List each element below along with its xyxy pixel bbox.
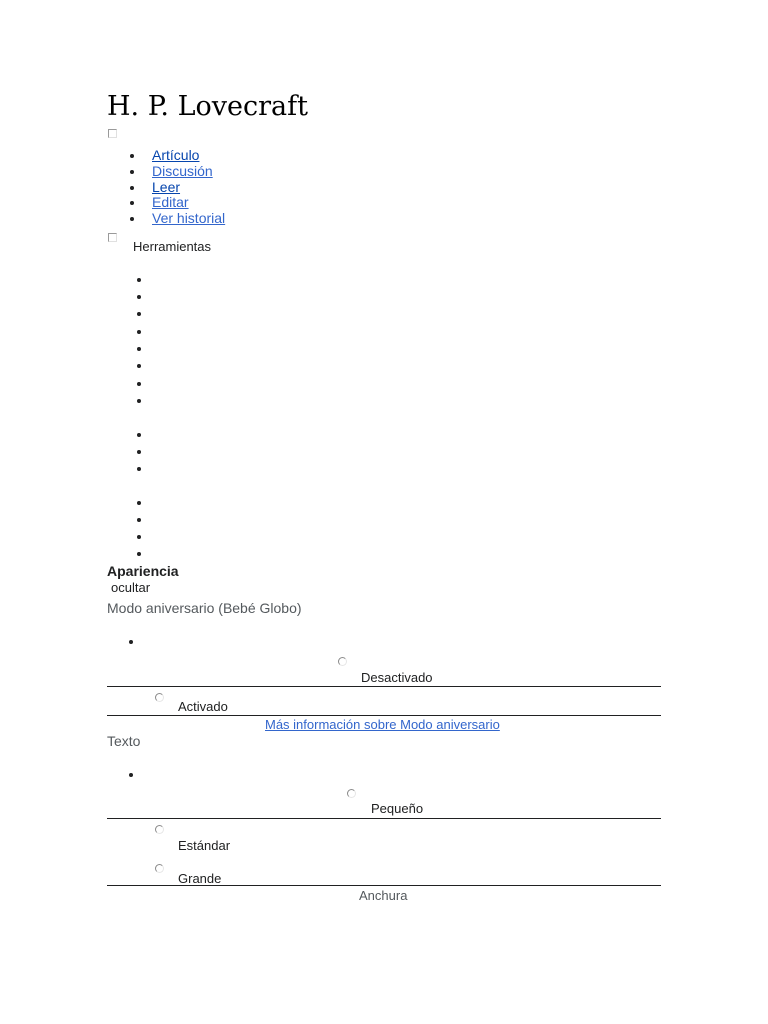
- tools-list-item: [137, 278, 141, 282]
- anniversary-on-label[interactable]: Activado: [178, 699, 228, 714]
- divider: [107, 686, 661, 687]
- tab-ver-historial[interactable]: Ver historial: [152, 210, 226, 227]
- tools-list-item: [137, 535, 141, 539]
- tools-list-item: [137, 552, 141, 556]
- tools-list-item: [137, 312, 141, 316]
- tools-list-item: [137, 518, 141, 522]
- appearance-heading: Apariencia: [107, 563, 179, 579]
- text-size-label: Texto: [107, 733, 141, 749]
- anniversary-more-info-link[interactable]: Más información sobre Modo aniversario: [265, 717, 500, 732]
- text-size-standard-label[interactable]: Estándar: [178, 838, 231, 853]
- tools-list-item: [137, 399, 141, 403]
- nav-item-discusion: [107, 163, 225, 179]
- anniversary-on-radio[interactable]: [155, 693, 164, 702]
- anniversary-off-label[interactable]: Desactivado: [361, 670, 433, 685]
- tools-list-item: [137, 450, 141, 454]
- width-label: Anchura: [359, 888, 408, 903]
- tools-menu-label[interactable]: Herramientas: [133, 239, 212, 254]
- nav-item-ver-historial: [107, 210, 225, 226]
- tools-list-item: [137, 347, 141, 351]
- tools-list-item: [137, 433, 141, 437]
- nav-item-editar: [107, 194, 225, 210]
- anniversary-off-radio[interactable]: [338, 657, 347, 666]
- divider: [107, 818, 661, 819]
- text-size-small-label[interactable]: Pequeño: [371, 801, 424, 816]
- tools-list-item: [137, 467, 141, 471]
- tools-list-item: [137, 295, 141, 299]
- tools-list-item: [137, 501, 141, 505]
- tools-list-item: [137, 330, 141, 334]
- tools-menu-checkbox[interactable]: [108, 233, 117, 242]
- text-size-list-item: [129, 773, 133, 777]
- divider: [107, 885, 661, 886]
- divider: [107, 715, 661, 716]
- nav-item-articulo: [107, 147, 225, 163]
- page-title: H. P. Lovecraft: [107, 91, 308, 122]
- tools-list-item: [137, 364, 141, 368]
- tab-editar[interactable]: Editar: [152, 194, 189, 211]
- page-actions-list: [107, 147, 225, 226]
- page-menu-checkbox[interactable]: [108, 129, 117, 138]
- appearance-hide-button[interactable]: ocultar: [111, 580, 151, 595]
- tab-leer[interactable]: Leer: [152, 178, 181, 195]
- tools-list-item: [137, 382, 141, 386]
- tab-articulo[interactable]: Artículo: [152, 147, 200, 163]
- anniversary-list-item: [129, 640, 133, 644]
- text-size-small-radio[interactable]: [347, 789, 356, 798]
- text-size-standard-radio[interactable]: [155, 825, 164, 834]
- text-size-large-radio[interactable]: [155, 864, 164, 873]
- nav-item-leer: [107, 179, 225, 195]
- anniversary-mode-label: Modo aniversario (Bebé Globo): [107, 600, 302, 616]
- text-size-large-label[interactable]: Grande: [178, 871, 222, 886]
- tab-discusion[interactable]: Discusión: [152, 162, 213, 179]
